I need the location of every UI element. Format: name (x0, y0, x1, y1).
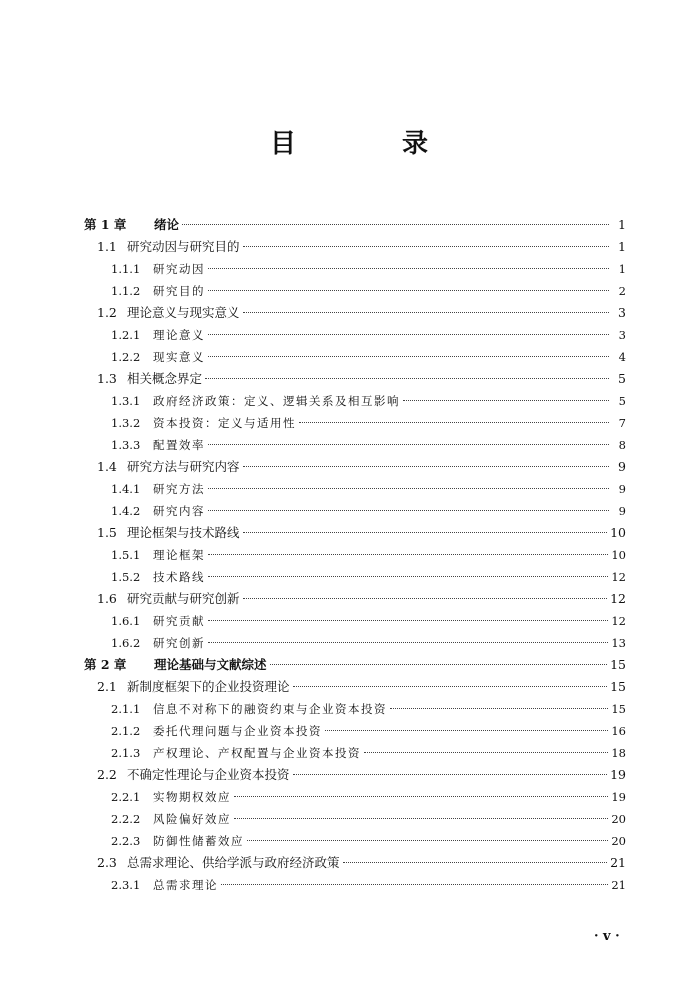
toc-section-entry[interactable] (84, 302, 626, 324)
toc-entry-number: 1.2.2 (111, 350, 141, 364)
toc-subsection-entry[interactable] (84, 742, 626, 764)
toc-entry-title: 不确定性理论与企业资本投资 (127, 767, 290, 782)
toc-dot-leader (243, 598, 608, 599)
toc-entry-title: 产权理论、产权配置与企业资本投资 (153, 746, 361, 760)
toc-subsection-entry[interactable] (84, 346, 626, 368)
toc-subsection-entry[interactable] (84, 720, 626, 742)
toc-section-entry[interactable] (84, 236, 626, 258)
toc-subsection-entry[interactable] (84, 434, 626, 456)
toc-entry-title: 总需求理论 (153, 878, 218, 892)
toc-dot-leader (243, 466, 609, 467)
toc-entry-title: 配置效率 (153, 438, 205, 452)
toc-entry-page: 16 (611, 724, 626, 738)
toc-section-entry[interactable] (84, 588, 626, 610)
toc-subsection-entry[interactable] (84, 478, 626, 500)
toc-entry-title: 现实意义 (153, 350, 205, 364)
toc-entry-number: 2.1.3 (111, 746, 141, 760)
toc-dot-leader (247, 840, 608, 841)
toc-subsection-entry[interactable] (84, 610, 626, 632)
toc-entry-number: 1.6 (97, 591, 117, 606)
toc-entry-page: 15 (610, 657, 626, 672)
toc-entry-page: 21 (611, 878, 626, 892)
toc-entry-number: 2.3.1 (111, 878, 141, 892)
toc-entry-number: 1.2.1 (111, 328, 141, 342)
toc-entry-number: 1.5.2 (111, 570, 141, 584)
toc-dot-leader (205, 378, 609, 379)
toc-dot-leader (208, 554, 608, 555)
toc-entry-page: 15 (611, 702, 626, 716)
toc-subsection-entry[interactable] (84, 390, 626, 412)
toc-entry-page: 2 (618, 284, 626, 298)
toc-entry-number: 2.2 (97, 767, 117, 782)
toc-section-entry[interactable] (84, 368, 626, 390)
toc-entry-title: 研究方法 (153, 482, 205, 496)
toc-dot-leader (243, 312, 609, 313)
toc-section-entry[interactable] (84, 522, 626, 544)
page-number: · v · (594, 929, 620, 944)
toc-subsection-entry[interactable] (84, 830, 626, 852)
toc-entry-title: 总需求理论、供给学派与政府经济政策 (127, 855, 340, 870)
toc-dot-leader (208, 510, 609, 511)
toc-dot-leader (182, 224, 609, 225)
toc-subsection-entry[interactable] (84, 544, 626, 566)
toc-subsection-entry[interactable] (84, 500, 626, 522)
toc-entry-title: 风险偏好效应 (153, 812, 231, 826)
toc-entry-page: 19 (611, 790, 626, 804)
toc-entry-number: 1.6.2 (111, 636, 141, 650)
toc-entry-page: 10 (610, 525, 626, 540)
toc-dot-leader (234, 796, 608, 797)
toc-entry-number: 2.1.2 (111, 724, 141, 738)
toc-entry-title: 研究创新 (153, 636, 205, 650)
table-of-contents (84, 214, 626, 896)
toc-subsection-entry[interactable] (84, 412, 626, 434)
toc-subsection-entry[interactable] (84, 632, 626, 654)
toc-entry-number: 2.2.1 (111, 790, 141, 804)
toc-entry-page: 10 (611, 548, 626, 562)
toc-dot-leader (390, 708, 608, 709)
toc-entry-title: 新制度框架下的企业投资理论 (127, 679, 290, 694)
toc-dot-leader (208, 642, 608, 643)
toc-entry-page: 21 (610, 855, 626, 870)
toc-entry-title: 理论框架 (153, 548, 205, 562)
toc-subsection-entry[interactable] (84, 698, 626, 720)
toc-entry-title: 相关概念界定 (127, 371, 203, 386)
toc-entry-number: 1.3.3 (111, 438, 141, 452)
toc-entry-title: 理论意义 (153, 328, 205, 342)
toc-chapter-entry[interactable] (84, 654, 626, 676)
toc-entry-number: 1.3.1 (111, 394, 141, 408)
toc-entry-page: 19 (610, 767, 626, 782)
toc-entry-page: 20 (611, 834, 626, 848)
toc-entry-number: 1.1.1 (111, 262, 141, 276)
toc-entry-page: 9 (618, 504, 626, 518)
toc-entry-number: 1.3 (97, 371, 117, 386)
toc-entry-number: 1.1 (97, 239, 117, 254)
toc-dot-leader (208, 334, 609, 335)
toc-entry-page: 12 (611, 614, 626, 628)
toc-entry-title: 防御性储蓄效应 (153, 834, 244, 848)
toc-dot-leader (208, 488, 609, 489)
toc-dot-leader (234, 818, 608, 819)
toc-entry-number: 2.3 (97, 855, 117, 870)
toc-entry-number: 1.4.1 (111, 482, 141, 496)
toc-dot-leader (299, 422, 609, 423)
toc-subsection-entry[interactable] (84, 258, 626, 280)
toc-entry-page: 1 (618, 262, 626, 276)
toc-entry-title: 研究动因 (153, 262, 205, 276)
toc-entry-title: 理论意义与现实意义 (127, 305, 240, 320)
toc-entry-number: 第 1 章 (84, 217, 127, 232)
toc-dot-leader (325, 730, 608, 731)
toc-entry-title: 研究方法与研究内容 (127, 459, 240, 474)
toc-dot-leader (293, 686, 608, 687)
toc-entry-page: 5 (618, 371, 626, 386)
page-title: 目 录 (269, 129, 468, 159)
toc-entry-title: 资本投资：定义与适用性 (153, 416, 296, 430)
toc-entry-page: 15 (610, 679, 626, 694)
toc-entry-title: 绪论 (154, 217, 180, 232)
toc-entry-number: 1.6.1 (111, 614, 141, 628)
toc-subsection-entry[interactable] (84, 324, 626, 346)
toc-entry-title: 研究内容 (153, 504, 205, 518)
toc-dot-leader (221, 884, 608, 885)
toc-subsection-entry[interactable] (84, 566, 626, 588)
toc-entry-title: 政府经济政策：定义、逻辑关系及相互影响 (153, 394, 400, 408)
toc-entry-page: 13 (611, 636, 626, 650)
toc-entry-page: 1 (618, 217, 626, 232)
toc-dot-leader (243, 532, 608, 533)
toc-entry-title: 理论框架与技术路线 (127, 525, 240, 540)
toc-entry-title: 研究贡献与研究创新 (127, 591, 240, 606)
toc-entry-title: 信息不对称下的融资约束与企业资本投资 (153, 702, 387, 716)
toc-entry-page: 1 (618, 239, 626, 254)
toc-entry-title: 理论基础与文献综述 (154, 657, 267, 672)
toc-subsection-entry[interactable] (84, 874, 626, 896)
toc-entry-number: 1.1.2 (111, 284, 141, 298)
toc-subsection-entry[interactable] (84, 786, 626, 808)
toc-dot-leader (343, 862, 608, 863)
toc-entry-number: 1.3.2 (111, 416, 141, 430)
toc-dot-leader (364, 752, 608, 753)
toc-entry-title: 研究动因与研究目的 (127, 239, 240, 254)
toc-dot-leader (243, 246, 609, 247)
toc-entry-title: 研究目的 (153, 284, 205, 298)
toc-entry-number: 1.2 (97, 305, 117, 320)
toc-entry-number: 2.2.3 (111, 834, 141, 848)
toc-entry-page: 3 (618, 328, 626, 342)
toc-entry-page: 18 (611, 746, 626, 760)
toc-entry-number: 1.4.2 (111, 504, 141, 518)
toc-subsection-entry[interactable] (84, 280, 626, 302)
toc-entry-number: 1.5 (97, 525, 117, 540)
toc-dot-leader (208, 268, 609, 269)
toc-section-entry[interactable] (84, 852, 626, 874)
toc-entry-number: 2.1.1 (111, 702, 141, 716)
toc-dot-leader (208, 576, 608, 577)
toc-entry-page: 7 (618, 416, 626, 430)
toc-dot-leader (270, 664, 608, 665)
toc-entry-page: 8 (618, 438, 626, 452)
toc-entry-title: 技术路线 (153, 570, 205, 584)
toc-dot-leader (208, 356, 609, 357)
toc-dot-leader (208, 620, 608, 621)
toc-dot-leader (403, 400, 609, 401)
toc-entry-page: 12 (611, 570, 626, 584)
toc-entry-title: 研究贡献 (153, 614, 205, 628)
toc-chapter-entry[interactable] (84, 214, 626, 236)
toc-dot-leader (208, 290, 609, 291)
toc-entry-page: 20 (611, 812, 626, 826)
toc-entry-page: 5 (618, 394, 626, 408)
toc-entry-number: 第 2 章 (84, 657, 127, 672)
toc-section-entry[interactable] (84, 764, 626, 786)
toc-section-entry[interactable] (84, 456, 626, 478)
toc-section-entry[interactable] (84, 676, 626, 698)
toc-entry-number: 1.4 (97, 459, 117, 474)
toc-entry-number: 2.2.2 (111, 812, 141, 826)
toc-entry-page: 9 (618, 459, 626, 474)
toc-entry-page: 3 (618, 305, 626, 320)
toc-entry-page: 4 (618, 350, 626, 364)
toc-dot-leader (208, 444, 609, 445)
toc-subsection-entry[interactable] (84, 808, 626, 830)
toc-entry-title: 实物期权效应 (153, 790, 231, 804)
toc-entry-title: 委托代理问题与企业资本投资 (153, 724, 322, 738)
toc-dot-leader (293, 774, 608, 775)
toc-entry-page: 9 (618, 482, 626, 496)
toc-entry-number: 1.5.1 (111, 548, 141, 562)
toc-entry-page: 12 (610, 591, 626, 606)
toc-entry-number: 2.1 (97, 679, 117, 694)
